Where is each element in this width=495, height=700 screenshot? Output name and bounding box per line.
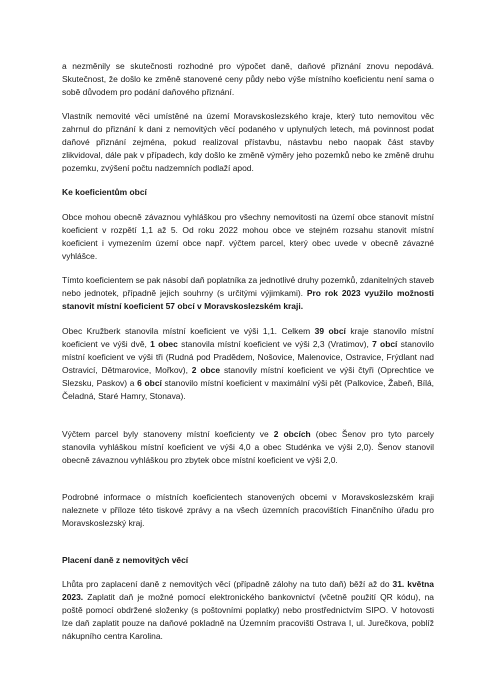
bold-text-run: 1 obec xyxy=(150,338,178,349)
paragraph xyxy=(62,110,434,175)
text-run: stanovilo místní koeficient v maximální výši pět (Palkovice, Žabeň, Bílá, Čeladná, Staré Hamry, Stonava). xyxy=(62,377,434,401)
bold-text-run: 2 obce xyxy=(191,364,221,375)
paragraph xyxy=(62,491,434,530)
section-heading xyxy=(62,186,147,199)
text-run: a nezměnily se skutečnosti rozhodné pro výpočet daně, daňové přiznání znovu nepodává. Skutečnost, že došlo ke změně stanovené ceny půdy nebo výše místního koeficientu není sama o sobě důvodem pro podání daňového přiznání. xyxy=(62,61,434,97)
paragraph xyxy=(62,578,434,643)
bold-text-run: 2 obcích xyxy=(273,429,311,439)
text-run: Podrobné informace o místních koeficientech stanovených obcemi v Moravskoslezském kraji naleznete v příloze této tiskové zprávy a na všech územních pracovištích Finančního úřadu pro Moravskoslezský kraj. xyxy=(62,492,434,528)
text-run: (obec Šenov pro tyto parcely stanovila vyhláškou místní koeficient ve výši 4,0 a obec Studénka ve výši 2,0). Šenov stanovil obecně závaznou vyhláškou pro zbytek obce místní koeficient ve výši 2,0. xyxy=(62,429,434,465)
bold-text-run: 6 obcí xyxy=(137,377,162,388)
text-run: Zaplatit daň je možné pomocí elektronického bankovnictví (včetně použití QR kódu), na poště pomocí obdržené složenky (s poštovními poplatky) nebo prostřednictvím SIPO. V hotovosti lze daň zaplatit pouze na daňové pokladně na Územním pracovišti Ostrava I, ul. Jurečkova, poblíž nákupního centra Karolina. xyxy=(62,591,434,641)
paragraph xyxy=(62,325,434,403)
text-run: stanovila místní koeficient ve výši 2,3 (Vratimov), xyxy=(177,338,373,349)
bold-text-run: 7 obcí xyxy=(372,338,398,349)
heading-text: Placení daně z nemovitých věcí xyxy=(62,555,189,565)
section-heading xyxy=(62,554,188,567)
text-run: Obec Kružberk stanovila místní koeficient ve výši 1,1. Celkem xyxy=(62,326,315,336)
text-run: Tímto koeficientem se pak násobí daň poplatníka za jednotlivé druhy pozemků, zdanitelných staveb nebo jednotek, případně jejich souhrny (s určitými výjimkami). xyxy=(62,275,434,298)
bold-text-run: 39 obcí xyxy=(314,326,346,336)
text-run: stanovilo místní koeficient ve výši tři (Rudná pod Pradědem, Nošovice, Malenovice, Ostravice, Frýdlant nad Ostravicí, Dětmarovice, Mořkov), xyxy=(62,338,434,375)
paragraph xyxy=(62,211,434,263)
paragraph xyxy=(62,60,434,99)
paragraph xyxy=(62,428,434,467)
heading-text: Ke koeficientům obcí xyxy=(62,187,147,197)
text-run: stanovily místní koeficient ve výši čtyři (Oprechtice ve Slezsku, Paskov) a xyxy=(62,364,434,388)
text-run: Výčtem parcel byly stanoveny místní koeficienty ve xyxy=(62,429,274,439)
text-run: Obce mohou obecně závaznou vyhláškou pro všechny nemovitosti na území obce stanovit místní koeficient v rozpětí 1,1 až 5. Od roku 2022 mohou obce ve stejném rozsahu stanovit místní koeficient i vymezením území obce např. výčtem parcel, který obec uvede v obecně závazné vyhlášce. xyxy=(62,212,434,261)
text-run: kraje stanovilo místní koeficient ve výši dvě, xyxy=(62,326,434,349)
bold-text-run: 31. května 2023. xyxy=(62,579,435,602)
bold-text-run: Pro rok 2023 využilo možnosti stanovit místní koeficient 57 obcí v Moravskoslezském kraji. xyxy=(62,287,434,311)
paragraph xyxy=(62,274,434,313)
text-run: Lhůta pro zaplacení daně z nemovitých věcí (případně zálohy na tuto daň) běží až do xyxy=(62,579,393,589)
text-run: Vlastník nemovité věci umístěné na území Moravskoslezského kraje, který tuto nemovitou věc zahrnul do přiznání k dani z nemovitých věcí podaného v uplynulých letech, má povinnost podat daňové přiznání zejména, pokud realizoval přístavbu, nástavbu nebo naopak část stavby zlikvidoval, dále pak v případech, kdy došlo ke změně výměry jeho pozemků nebo ke změně druhu pozemku, zvýšení počtu nadzemních podlaží apod. xyxy=(62,111,434,173)
